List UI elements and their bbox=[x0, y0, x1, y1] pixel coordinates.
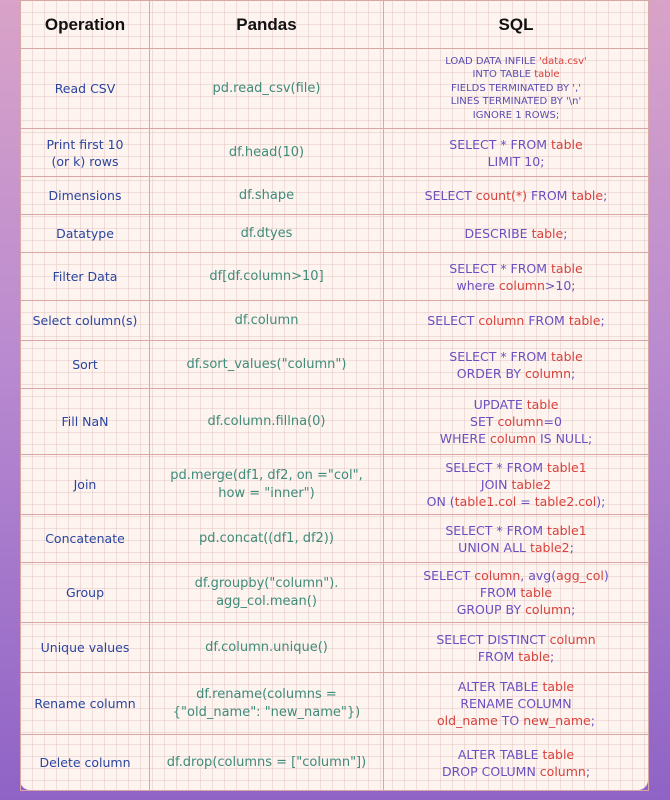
sql-line bbox=[390, 55, 642, 69]
cell-operation bbox=[21, 215, 150, 253]
pandas-code-line: df.dtyes bbox=[240, 225, 293, 241]
sql-identifier: 'data.csv' bbox=[538, 55, 587, 67]
pandas-code-line: df.column bbox=[234, 312, 299, 328]
sql-keyword: LINES TERMINATED BY '\n' bbox=[450, 96, 582, 108]
sql-identifier: table bbox=[531, 226, 564, 241]
pandas-code-line: df.rename(columns = bbox=[196, 686, 337, 702]
sql-keyword: , avg( bbox=[520, 568, 557, 583]
sql-keyword: GROUP BY bbox=[456, 602, 526, 617]
sql-keyword: LIMIT 10; bbox=[487, 153, 545, 169]
cell-pandas bbox=[150, 49, 384, 129]
header-operation: Operation bbox=[21, 1, 150, 49]
sql-identifier: table1.col bbox=[454, 494, 517, 509]
sql-line bbox=[390, 187, 642, 204]
sql-line bbox=[390, 136, 642, 153]
cell-operation bbox=[21, 301, 150, 341]
sql-identifier: table2 bbox=[529, 539, 570, 555]
sql-keyword: SELECT bbox=[424, 188, 476, 203]
sql-keyword: SELECT * FROM bbox=[449, 136, 552, 152]
sql-keyword: DROP COLUMN bbox=[441, 763, 540, 779]
sql-keyword: FROM bbox=[477, 648, 519, 664]
cell-operation bbox=[21, 253, 150, 301]
table-row bbox=[21, 515, 649, 563]
sql-keyword: = bbox=[516, 494, 535, 509]
sql-keyword: ALTER TABLE bbox=[457, 746, 543, 762]
sql-identifier: column bbox=[525, 602, 572, 617]
sql-identifier: count(*) bbox=[475, 188, 527, 203]
sql-keyword: INTO TABLE bbox=[472, 69, 535, 81]
sql-identifier: table2.col bbox=[534, 494, 597, 509]
table-row bbox=[21, 49, 649, 129]
sql-keyword: LOAD DATA INFILE bbox=[445, 55, 539, 67]
sql-line bbox=[390, 631, 642, 648]
cell-pandas bbox=[150, 341, 384, 389]
sql-line bbox=[390, 678, 642, 695]
sql-line bbox=[390, 225, 642, 242]
sql-keyword: FROM bbox=[479, 585, 521, 600]
sql-keyword: ) bbox=[603, 568, 609, 583]
operation-line: Datatype bbox=[56, 226, 114, 241]
pandas-code-line: how = "inner") bbox=[218, 485, 315, 501]
cell-sql bbox=[384, 253, 649, 301]
cell-pandas bbox=[150, 301, 384, 341]
sql-line bbox=[390, 348, 642, 365]
sql-line bbox=[390, 430, 642, 447]
cell-sql bbox=[384, 177, 649, 215]
sql-line bbox=[390, 539, 642, 556]
table-body bbox=[21, 49, 649, 791]
sql-line bbox=[390, 312, 642, 329]
operation-line: Sort bbox=[72, 357, 98, 372]
header-sql: SQL bbox=[384, 1, 649, 49]
table-row bbox=[21, 623, 649, 673]
operation-line: Unique values bbox=[40, 640, 130, 655]
sql-line bbox=[390, 82, 642, 96]
sql-identifier: table1 bbox=[547, 522, 587, 538]
sql-keyword: IS NULL; bbox=[536, 431, 593, 446]
sql-keyword: SET bbox=[470, 414, 498, 429]
sql-keyword: SELECT * FROM bbox=[449, 348, 552, 364]
sql-line bbox=[390, 522, 642, 539]
sql-identifier: column bbox=[524, 365, 571, 381]
sql-keyword: FROM bbox=[524, 313, 569, 328]
sql-identifier: column bbox=[498, 277, 545, 293]
cell-operation bbox=[21, 177, 150, 215]
sql-keyword: SELECT DISTINCT bbox=[436, 631, 550, 647]
cell-pandas bbox=[150, 253, 384, 301]
pandas-code-line: df.groupby("column"). bbox=[194, 575, 339, 591]
sql-line bbox=[390, 746, 642, 763]
operation-line: Print first 10 bbox=[46, 136, 124, 152]
sql-line bbox=[390, 567, 642, 584]
pandas-code-line: df.column.unique() bbox=[205, 639, 328, 655]
sql-keyword: SELECT * FROM bbox=[449, 260, 552, 276]
pandas-code-line: df.column.fillna(0) bbox=[207, 413, 326, 429]
sql-keyword: where bbox=[456, 277, 499, 293]
table-row bbox=[21, 301, 649, 341]
sql-keyword: JOIN bbox=[480, 477, 512, 492]
operation-line: Select column(s) bbox=[32, 313, 138, 328]
sql-identifier: table bbox=[551, 348, 583, 364]
sql-line bbox=[390, 476, 642, 493]
sql-identifier: column bbox=[474, 568, 521, 583]
sql-line bbox=[390, 365, 642, 382]
sql-keyword: TO bbox=[497, 713, 524, 728]
operation-line: Fill NaN bbox=[61, 414, 109, 429]
operation-line: Filter Data bbox=[52, 269, 118, 284]
table-row bbox=[21, 563, 649, 623]
sql-identifier: old_name bbox=[437, 713, 498, 728]
cell-sql bbox=[384, 389, 649, 455]
sql-keyword: ; bbox=[563, 226, 568, 241]
sql-keyword: IGNORE 1 ROWS; bbox=[472, 109, 560, 121]
pandas-code-line: df.drop(columns = ["column"]) bbox=[166, 754, 367, 770]
pandas-code-line: df.shape bbox=[238, 187, 295, 203]
cell-sql bbox=[384, 563, 649, 623]
cell-pandas bbox=[150, 673, 384, 735]
sql-identifier: table bbox=[542, 746, 575, 762]
operation-line: Group bbox=[65, 585, 105, 600]
cell-operation bbox=[21, 515, 150, 563]
table-row bbox=[21, 129, 649, 177]
operation-line: Dimensions bbox=[48, 188, 122, 203]
pandas-code-line: df.sort_values("column") bbox=[186, 356, 347, 372]
comparison-card bbox=[20, 0, 648, 790]
sql-line bbox=[390, 695, 642, 712]
sql-line bbox=[390, 584, 642, 601]
table-row bbox=[21, 455, 649, 515]
cell-sql bbox=[384, 623, 649, 673]
sql-keyword: ; bbox=[571, 602, 576, 617]
sql-keyword: ; bbox=[569, 539, 574, 555]
sql-identifier: column bbox=[478, 313, 525, 328]
sql-identifier: table bbox=[542, 679, 575, 694]
operation-line: Delete column bbox=[39, 755, 131, 770]
sql-keyword: ); bbox=[596, 494, 606, 509]
sql-keyword: ALTER TABLE bbox=[457, 679, 543, 694]
cell-operation bbox=[21, 623, 150, 673]
cell-pandas bbox=[150, 515, 384, 563]
pandas-code-line: pd.concat((df1, df2)) bbox=[199, 530, 334, 546]
sql-line bbox=[390, 95, 642, 109]
sql-identifier: column bbox=[549, 631, 596, 647]
sql-line bbox=[390, 260, 642, 277]
operation-line: Join bbox=[73, 477, 97, 492]
operation-line: Concatenate bbox=[45, 531, 125, 546]
sql-keyword: UPDATE bbox=[473, 397, 527, 412]
cell-pandas bbox=[150, 563, 384, 623]
cell-operation bbox=[21, 49, 150, 129]
sql-keyword: ; bbox=[571, 365, 576, 381]
cell-pandas bbox=[150, 735, 384, 791]
sql-line bbox=[390, 413, 642, 430]
cell-pandas bbox=[150, 177, 384, 215]
sql-keyword: ORDER BY bbox=[456, 365, 525, 381]
sql-line bbox=[390, 109, 642, 123]
sql-identifier: column bbox=[497, 414, 544, 429]
sql-keyword: UNION ALL bbox=[458, 539, 530, 555]
table-row bbox=[21, 735, 649, 791]
cell-sql bbox=[384, 301, 649, 341]
sql-keyword: ; bbox=[603, 188, 608, 203]
sql-keyword: >10; bbox=[544, 277, 576, 293]
sql-identifier: table bbox=[520, 585, 553, 600]
sql-keyword: ON ( bbox=[426, 494, 455, 509]
cell-sql bbox=[384, 129, 649, 177]
sql-identifier: table bbox=[551, 136, 583, 152]
pandas-code-line: pd.read_csv(file) bbox=[212, 80, 321, 96]
table-row bbox=[21, 177, 649, 215]
sql-keyword: ; bbox=[585, 763, 591, 779]
sql-line bbox=[390, 68, 642, 82]
cell-operation bbox=[21, 341, 150, 389]
cell-pandas bbox=[150, 623, 384, 673]
table-row bbox=[21, 215, 649, 253]
cell-sql bbox=[384, 49, 649, 129]
cell-operation bbox=[21, 389, 150, 455]
operation-line: Read CSV bbox=[54, 81, 116, 96]
table-row bbox=[21, 253, 649, 301]
header-pandas: Pandas bbox=[150, 1, 384, 49]
sql-keyword: =0 bbox=[543, 414, 562, 429]
sql-identifier: column bbox=[489, 431, 536, 446]
sql-identifier: table bbox=[526, 397, 559, 412]
sql-line bbox=[390, 493, 642, 510]
sql-identifier: table bbox=[551, 260, 583, 276]
sql-line bbox=[390, 648, 642, 665]
sql-identifier: table bbox=[534, 69, 560, 81]
cell-sql bbox=[384, 735, 649, 791]
sql-keyword: RENAME COLUMN bbox=[460, 696, 572, 711]
sql-keyword: ; bbox=[549, 648, 555, 664]
sql-identifier: table2 bbox=[511, 477, 552, 492]
sql-identifier: agg_col bbox=[556, 568, 604, 583]
cell-sql bbox=[384, 455, 649, 515]
sql-line bbox=[390, 153, 642, 170]
cell-pandas bbox=[150, 215, 384, 253]
sql-keyword: FROM bbox=[526, 188, 572, 203]
pandas-code-line: agg_col.mean() bbox=[216, 593, 317, 609]
cell-operation bbox=[21, 129, 150, 177]
table-row bbox=[21, 389, 649, 455]
cell-sql bbox=[384, 515, 649, 563]
pandas-code-line: df.head(10) bbox=[228, 144, 305, 160]
cell-operation bbox=[21, 563, 150, 623]
sql-line bbox=[390, 601, 642, 618]
cell-pandas bbox=[150, 389, 384, 455]
sql-line bbox=[390, 396, 642, 413]
cell-sql bbox=[384, 215, 649, 253]
sql-keyword: SELECT bbox=[423, 568, 475, 583]
sql-identifier: table bbox=[518, 648, 550, 664]
sql-line bbox=[390, 459, 642, 476]
sql-keyword: DESCRIBE bbox=[464, 226, 532, 241]
sql-keyword: SELECT * FROM bbox=[445, 522, 548, 538]
cell-sql bbox=[384, 673, 649, 735]
sql-line bbox=[390, 712, 642, 729]
sql-keyword: WHERE bbox=[439, 431, 490, 446]
cell-pandas bbox=[150, 129, 384, 177]
sql-keyword: SELECT bbox=[427, 313, 479, 328]
table-row bbox=[21, 341, 649, 389]
sql-line bbox=[390, 277, 642, 294]
sql-identifier: table bbox=[568, 313, 601, 328]
pandas-code-line: df[df.column>10] bbox=[209, 268, 324, 284]
pandas-sql-table bbox=[20, 0, 649, 791]
sql-keyword: ; bbox=[600, 313, 605, 328]
cell-sql bbox=[384, 341, 649, 389]
sql-line bbox=[390, 763, 642, 780]
cell-operation bbox=[21, 673, 150, 735]
cell-pandas bbox=[150, 455, 384, 515]
cell-operation bbox=[21, 735, 150, 791]
sql-identifier: table1 bbox=[547, 460, 587, 475]
operation-line: Rename column bbox=[34, 696, 136, 711]
sql-identifier: new_name bbox=[523, 713, 591, 728]
pandas-code-line: {"old_name": "new_name"}) bbox=[172, 704, 361, 720]
cell-operation bbox=[21, 455, 150, 515]
operation-line: (or k) rows bbox=[51, 153, 119, 169]
sql-keyword: FIELDS TERMINATED BY ',' bbox=[451, 82, 581, 94]
sql-keyword: ; bbox=[590, 713, 595, 728]
sql-identifier: table bbox=[571, 188, 604, 203]
header-row bbox=[21, 1, 649, 49]
sql-identifier: column bbox=[539, 763, 586, 779]
table-row bbox=[21, 673, 649, 735]
pandas-code-line: pd.merge(df1, df2, on ="col", bbox=[170, 467, 363, 483]
sql-keyword: SELECT * FROM bbox=[445, 460, 548, 475]
